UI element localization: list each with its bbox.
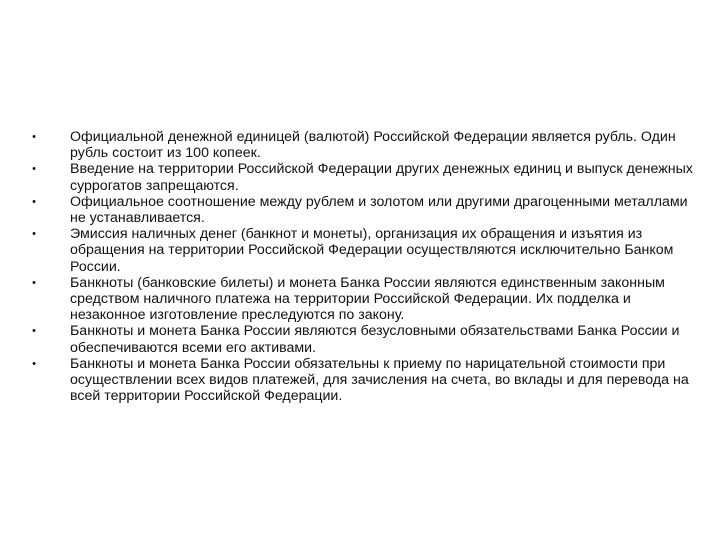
list-item-text: Банкноты и монета Банка России обязательны к приему по нарицательной стоимости при осуществлении всех видов платежей, для зачисления на счета, во вклады и для перевода на всей территории Российской Федерации.	[70, 355, 689, 405]
list-item	[28, 226, 694, 275]
bullet-icon: •	[32, 195, 36, 208]
list-item-text: Банкноты (банковские билеты) и монета Банка России являются единственным законным средством наличного платежа на территории Российской Федерации. Их подделка и незаконное изготовление преследуются по закону.	[70, 274, 665, 324]
list-item-text: Официальное соотношение между рублем и золотом или другими драгоценными металлами не устанавливается.	[70, 193, 688, 227]
list-item	[28, 194, 694, 226]
list-item-text: Эмиссия наличных денег (банкнот и монеты), организация их обращения и изъятия из обращения на территории Российской Федерации осуществляются исключительно Банком России.	[70, 226, 674, 275]
bullet-list	[28, 129, 694, 404]
list-item-text: Введение на территории Российской Федерации других денежных единиц и выпуск денежных суррогатов запрещаются.	[70, 161, 693, 194]
list-item	[28, 323, 694, 355]
list-item	[28, 161, 694, 193]
bullet-icon: •	[32, 325, 36, 338]
bullet-icon: •	[32, 276, 36, 289]
bullet-icon: •	[32, 163, 36, 176]
list-item	[28, 129, 694, 161]
bullet-icon: •	[32, 131, 36, 143]
bullet-icon: •	[32, 228, 36, 241]
list-item	[28, 275, 694, 324]
bullet-icon: •	[32, 357, 36, 370]
list-item-text: Банкноты и монета Банка России являются безусловными обязательствами Банка России и обеспечиваются всеми его активами.	[70, 323, 680, 356]
list-item-text: Официальной денежной единицей (валютой) Российской Федерации является рубль. Один рубль состоит из 100 копеек.	[70, 129, 676, 162]
list-item	[28, 356, 694, 405]
